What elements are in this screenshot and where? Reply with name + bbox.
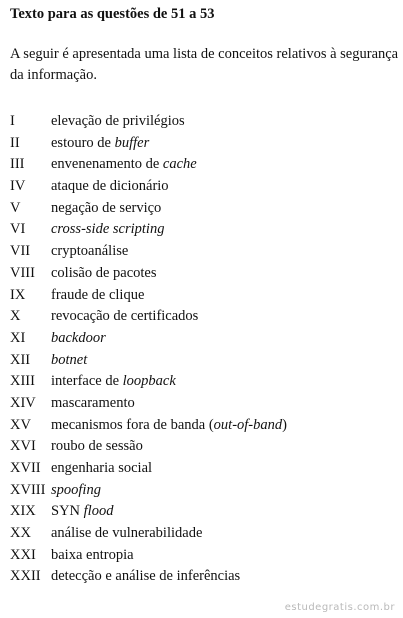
list-item — [10, 328, 287, 350]
list-item — [10, 198, 287, 220]
item-term — [51, 373, 176, 389]
term-text: baixa entropia — [51, 546, 134, 563]
item-term — [51, 113, 185, 129]
item-number: I — [10, 113, 15, 129]
term-text: cache — [162, 156, 197, 173]
item-number: XI — [10, 329, 26, 346]
list-item — [10, 154, 287, 176]
item-term — [51, 221, 164, 237]
item-term — [51, 395, 135, 411]
term-text: envenenamento de — [51, 156, 163, 173]
item-number: VII — [10, 243, 31, 260]
term-text: roubo de sessão — [51, 438, 143, 455]
term-text: backdoor — [51, 329, 106, 346]
item-term — [51, 417, 287, 433]
term-text: fraude de clique — [51, 286, 145, 303]
item-term — [51, 330, 106, 346]
term-text: SYN — [51, 503, 84, 520]
list-item — [10, 306, 287, 328]
term-text: spoofing — [51, 481, 101, 498]
list-item — [10, 371, 287, 393]
list-item — [10, 393, 287, 415]
term-text: revocação de certificados — [51, 308, 199, 325]
term-text: colisão de pacotes — [51, 264, 157, 281]
item-number: IV — [10, 178, 26, 195]
list-item — [10, 263, 287, 285]
item-term — [51, 156, 197, 172]
item-number: XXII — [10, 568, 41, 585]
item-number: XV — [10, 416, 31, 433]
item-number: XXI — [10, 546, 36, 563]
section-heading: Texto para as questões de 51 a 53 — [10, 6, 215, 22]
item-number: XVIII — [10, 481, 46, 498]
item-number: XII — [10, 351, 31, 368]
list-item — [10, 501, 287, 523]
term-text: botnet — [51, 351, 88, 368]
item-term — [51, 308, 198, 324]
item-term — [51, 243, 128, 259]
item-number: XVI — [10, 438, 36, 455]
list-item — [10, 566, 287, 588]
term-text: análise de vulnerabilidade — [51, 525, 203, 542]
watermark: estudegratis.com.br — [284, 602, 395, 613]
item-term — [51, 525, 202, 541]
term-text: negação de serviço — [51, 199, 162, 216]
item-number: X — [10, 308, 21, 325]
item-term — [51, 178, 169, 194]
term-text: mecanismos fora de banda ( — [51, 416, 214, 433]
term-text: ataque de dicionário — [51, 178, 169, 195]
list-item — [10, 436, 287, 458]
item-number: XIV — [10, 394, 36, 411]
list-item — [10, 415, 287, 437]
concept-list — [10, 111, 287, 588]
term-text: interface de — [51, 373, 123, 390]
list-item — [10, 176, 287, 198]
item-term — [51, 482, 101, 498]
term-text: cross-side scripting — [51, 221, 165, 238]
item-number: V — [10, 199, 21, 216]
term-text: detecção e análise de inferências — [51, 568, 241, 585]
item-term — [51, 135, 149, 151]
item-term — [51, 460, 152, 476]
list-item — [10, 285, 287, 307]
list-item — [10, 480, 287, 502]
term-text: ) — [282, 416, 287, 433]
list-item — [10, 219, 287, 241]
item-number: XIII — [10, 373, 35, 390]
item-number: IX — [10, 286, 26, 303]
term-text: out-of-band — [213, 416, 283, 433]
list-item — [10, 458, 287, 480]
item-term — [51, 503, 113, 519]
item-term — [51, 265, 157, 281]
term-text: mascaramento — [51, 394, 135, 411]
item-number: XX — [10, 525, 31, 542]
list-item — [10, 545, 287, 567]
term-text: flood — [83, 503, 114, 520]
term-text: cryptoanálise — [51, 243, 129, 260]
item-term — [51, 547, 134, 563]
item-number: II — [10, 134, 20, 151]
item-term — [51, 287, 144, 303]
item-number: VIII — [10, 264, 35, 281]
list-item — [10, 133, 287, 155]
term-text: estouro de — [51, 134, 115, 151]
intro-paragraph: A seguir é apresentada uma lista de conceitos relativos à segurança da informação. — [10, 46, 399, 83]
item-number: XIX — [10, 503, 36, 520]
list-item — [10, 523, 287, 545]
term-text: loopback — [122, 373, 176, 390]
item-term — [51, 352, 87, 368]
term-text: buffer — [114, 134, 150, 151]
item-number: III — [10, 156, 25, 173]
list-item — [10, 241, 287, 263]
item-term — [51, 200, 161, 216]
item-term — [51, 568, 240, 584]
item-term — [51, 438, 143, 454]
item-number: VI — [10, 221, 26, 238]
list-item — [10, 350, 287, 372]
term-text: engenharia social — [51, 460, 153, 476]
term-text: elevação de privilégios — [51, 113, 185, 129]
item-number: XVII — [10, 460, 41, 476]
list-item — [10, 111, 287, 133]
